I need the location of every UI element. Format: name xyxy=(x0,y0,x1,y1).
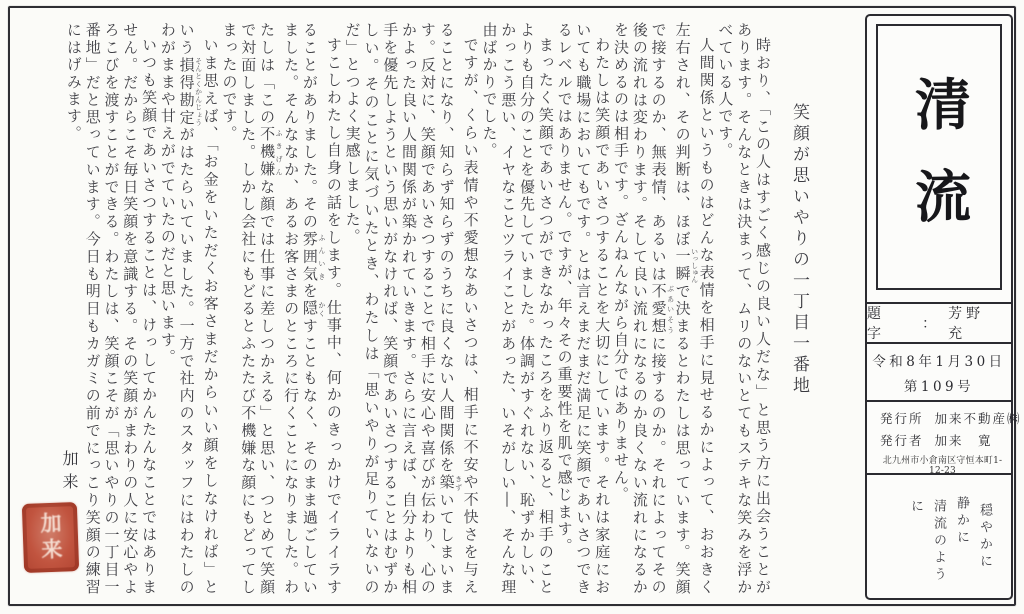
publisher-info xyxy=(867,400,1022,476)
article-paragraph: 時おり、「この人はすごく感じの良い人だな」と思う方に出会うことがあります。そんなときは決まって、ムリのないとてもステキな笑みを浮かべている人です。 xyxy=(716,22,772,596)
article-title: 笑顔が思いやりの一丁目一番地 xyxy=(789,103,809,397)
publisher-person-label: 発行者 xyxy=(880,433,924,448)
article-paragraph: まったく笑顔であいさつができなかったころをふり返ると、相手のことよりも自分のことを優先していました。体調がすぐれない、恥ずかしい、かっこう悪い、イヤなことツライことがあった、いそがしい―、そんな理由ばかりでした。 xyxy=(480,22,555,596)
publisher-office-label: 発行所 xyxy=(880,411,924,426)
masthead-sidebar xyxy=(865,14,1022,600)
article-body xyxy=(60,22,772,596)
calligrapher-name: 芳野 充 xyxy=(948,306,1003,342)
title-calligrapher-row xyxy=(867,302,1011,342)
article-paragraph: いつも笑顔であいさつすることは、けっしてかんたんなことではありません。だからこそ毎日笑顔を意識する。その笑顔がまわりの人に安心やよろこびを渡すことができる。わたしは、笑顔こそが「思いやりの一丁目一番地」だと思っています。今日も明日もカガミの前でにっこり笑顔の練習にはげみます。 xyxy=(64,22,159,596)
daiji-colon: ： xyxy=(922,316,941,332)
publication-title: 清流 xyxy=(906,74,972,260)
motto-line: 清流のように xyxy=(908,499,946,584)
publisher-person-name: 加来 寛 xyxy=(934,433,993,448)
motto-line: 静かに xyxy=(954,496,969,547)
masthead-title-box xyxy=(876,24,1002,290)
publisher-address: 北九州市小倉南区守恒本町1-12-23 xyxy=(882,456,1003,476)
motto-line: 穏やかに xyxy=(977,503,992,571)
publisher-office-name: 加来不動産㈱ xyxy=(934,411,1022,426)
issue-date: 令和8年1月30日 xyxy=(872,353,1006,370)
publisher-person-row xyxy=(880,431,1005,449)
publication-motto xyxy=(867,473,1011,598)
author-family-name: 加来 xyxy=(60,450,79,496)
article-paragraph: ですが、くらい表情や不愛想なあいさつは、相手に不安や不快さを与えることになり、知らず知らずのうちに良くない人間関係を築 きずいてしまいます。反対に、笑顔であいさつすることで相手に安心や喜びが伝わり、心のかよった良い人間関係が築かれていきます。さらに言えば、自分よりも相手を優先しようという思いがなければ、笑顔であいさつすることはむずかしい。そのことに気づいたとき、わたしは「思いやりが足りていないのだ」とつよく実感しました。 xyxy=(343,22,480,597)
article-paragraph: 人間関係というものはどんな表情を相手に見せるかによって、おおきく左右され、その判断は、ほぼ一瞬 いっしゅんで決まるとわたしは思っています。笑顔で接するのか、無表情、あるいは不愛想 ぶあいそうに接するのか。それによってその後の流れは変わります。そして良い流れになるのか良くない流れになるかを決めるのは相手です。ざんねんながら自分ではありません。 xyxy=(612,22,716,596)
article-paragraph: すこしわたし自身の話をします。仕事中、何かのきっかけでイライラすることがありました。その雰囲気 ふんいきを隠 かくすこともなく、そのまま過ごしていました。そんななか、あるお客さまのところに行くことになりました。わたしは「この不機嫌 ふきげんな顔では仕事に差しつかえる」と思い、つとめて笑顔で対面しました。しかし会社にもどるとふたたび不機嫌な顔にもどってしまったのです。 xyxy=(220,22,343,597)
article-paragraph: わたしは笑顔であいさつすることを大切にしています。それは家庭においても職場においてもです。とは言えまだまだ満足に笑顔であいさつできるレベルではありません。ですが、年々その重要性を肌で感じます。 xyxy=(555,22,612,596)
author-seal-stamp xyxy=(22,502,79,573)
daiji-label: 題 字 xyxy=(867,306,903,342)
issue-number: 第109号 xyxy=(903,378,975,395)
publisher-office-row xyxy=(880,409,1022,427)
seal-characters: 加来 xyxy=(37,511,65,564)
article-paragraph: いま思えば、「お金をいただくお客さまだからいい顔をしなければ」という損得勘定 そんとくかんじょうがはたらいていました。一方で社内のスタッフにはわたしのわがままや甘えがでていたのだと思います。 xyxy=(158,22,220,597)
issue-info xyxy=(867,342,1011,400)
